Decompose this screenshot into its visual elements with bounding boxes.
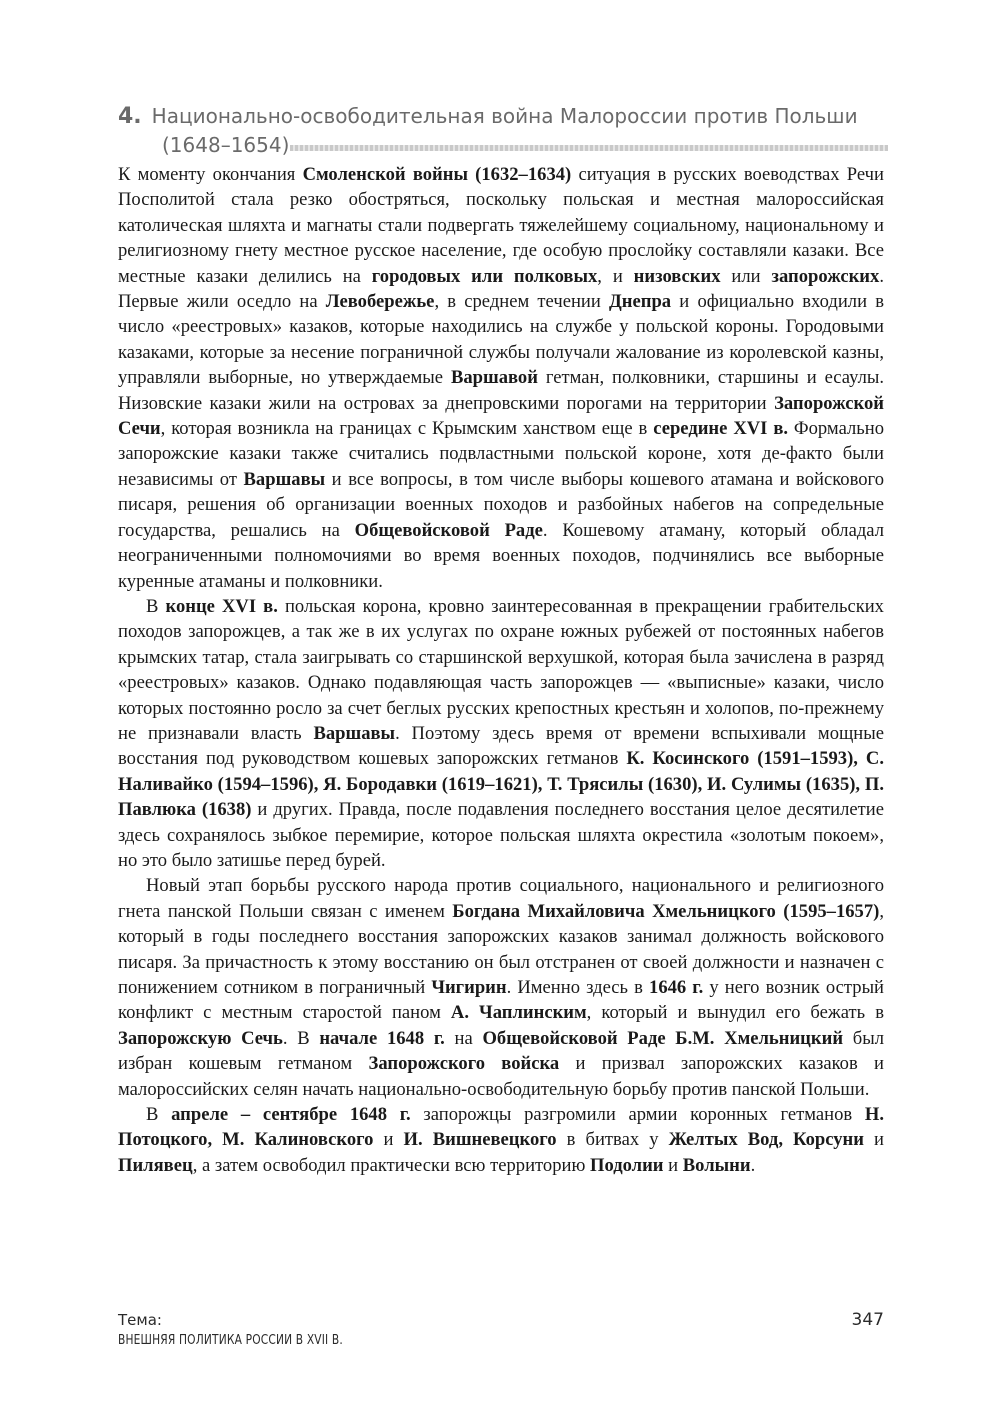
paragraph-3: Новый этап борьбы русского народа против социального, национального и религиозного гнета панской Польши связан с именем Богдана Михайловича Хмельницкого (1595–1657), который в годы последнего восстания запорожских казаков занимал должность войскового писаря. За причастность к этому восстанию он был отстранен от своей должности и назначен с понижением сотником в пограничный Чигирин. Именно здесь в 1646 г. у него возник острый конфликт с местным старостой паном А. Чаплинским, который и вынудил его бежать в Запорожскую Сечь. В начале 1648 г. на Общевойсковой Раде Б.М. Хмельницкий был избран кошевым гетманом Запорожского войска и призвал запорожских казаков и малороссийских селян начать национально-освободительную борьбу против панской Польши. [118, 875, 885, 1100]
paragraph-4: В апреле – сентябре 1648 г. запорожцы разгромили армии коронных гетманов Н. Потоцкого, М. Калиновского и И. Вишневецкого в битвах у Желтых Вод, Корсуни и Пилявец, а затем освободил практически всю территорию Подолии и Волыни. [118, 1104, 885, 1176]
heading-decorative-rule [290, 145, 888, 151]
section-number: 4. [118, 104, 142, 129]
footer-topic-label: Тема: [118, 1311, 162, 1329]
main-text [118, 162, 884, 1178]
section-years: (1648–1654) [162, 133, 290, 157]
footer-topic: ВНЕШНЯЯ ПОЛИТИКА РОССИИ В XVII В. [118, 1333, 343, 1348]
page-footer [118, 1309, 884, 1351]
section-heading [118, 102, 888, 159]
paragraph-1: К моменту окончания Смоленской войны (1632–1634) ситуация в русских воеводствах Речи Посполитой стала резко обостряться, поскольку польская и местная малороссийская католическая шляхта и магнаты стали подвергать тяжелейшему социальному, национальному и религиозному гнету местное русское население, где особую прослойку составляли казаки. Все местные казаки делились на городовых или полковых, и низовских или запорожских. Первые жили оседло на Левобережье, в среднем течении Днепра и официально входили в число «реестровых» казаков, которые находились на службе у польской короны. Городовыми казаками, которые за несение пограничной службы получали жалование из королевской казны, управляли выборные, но утверждаемые Варшавой гетман, полковники, старшины и есаулы. Низовские казаки жили на островах за днепровскими порогами на территории Запорожской Сечи, которая возникла на границах с Крымским ханством еще в середине XVI в. Формально запорожские казаки также считались подвластными польской короне, хотя де-факто были независимы от Варшавы и все вопросы, в том числе выборы кошевого атамана и войскового писаря, решения об организации военных походов и разбойных набегов на сопредельные государства, решались на Общевойсковой Раде. Кошевому атаману, который обладал неограниченными полномочиями во время военных походов, подчинялись все выборные куренные атаманы и полковники. [118, 164, 884, 592]
page-number: 347 [851, 1310, 884, 1330]
paragraph-2: В конце XVI в. польская корона, кровно заинтересованная в прекращении грабительских походов запорожцев, а так же в их услугах по охране южных рубежей от постоянных набегов крымских татар, стала заигрывать со старшинской верхушкой, которая была зачислена в разряд «реестровых» казаков. Однако подавляющая часть запорожцев — «выписные» казаки, число которых постоянно росло за счет беглых русских крепостных крестьян и холопов, по-прежнему не признавали власть Варшавы. Поэтому здесь время от времени вспыхивали мощные восстания под руководством кошевых запорожских гетманов К. Косинского (1591–1593), С. Наливайко (1594–1596), Я. Бородавки (1619–1621), Т. Трясилы (1630), И. Сулимы (1635), П. Павлюка (1638) и других. Правда, после подавления последнего восстания целое десятилетие здесь сохранялось зыбкое перемирие, которое польская шляхта окрестила «золотым покоем», но это было затишье перед бурей. [118, 595, 885, 871]
section-title: Национально-освободительная война Малороссии против Польши [151, 104, 858, 128]
